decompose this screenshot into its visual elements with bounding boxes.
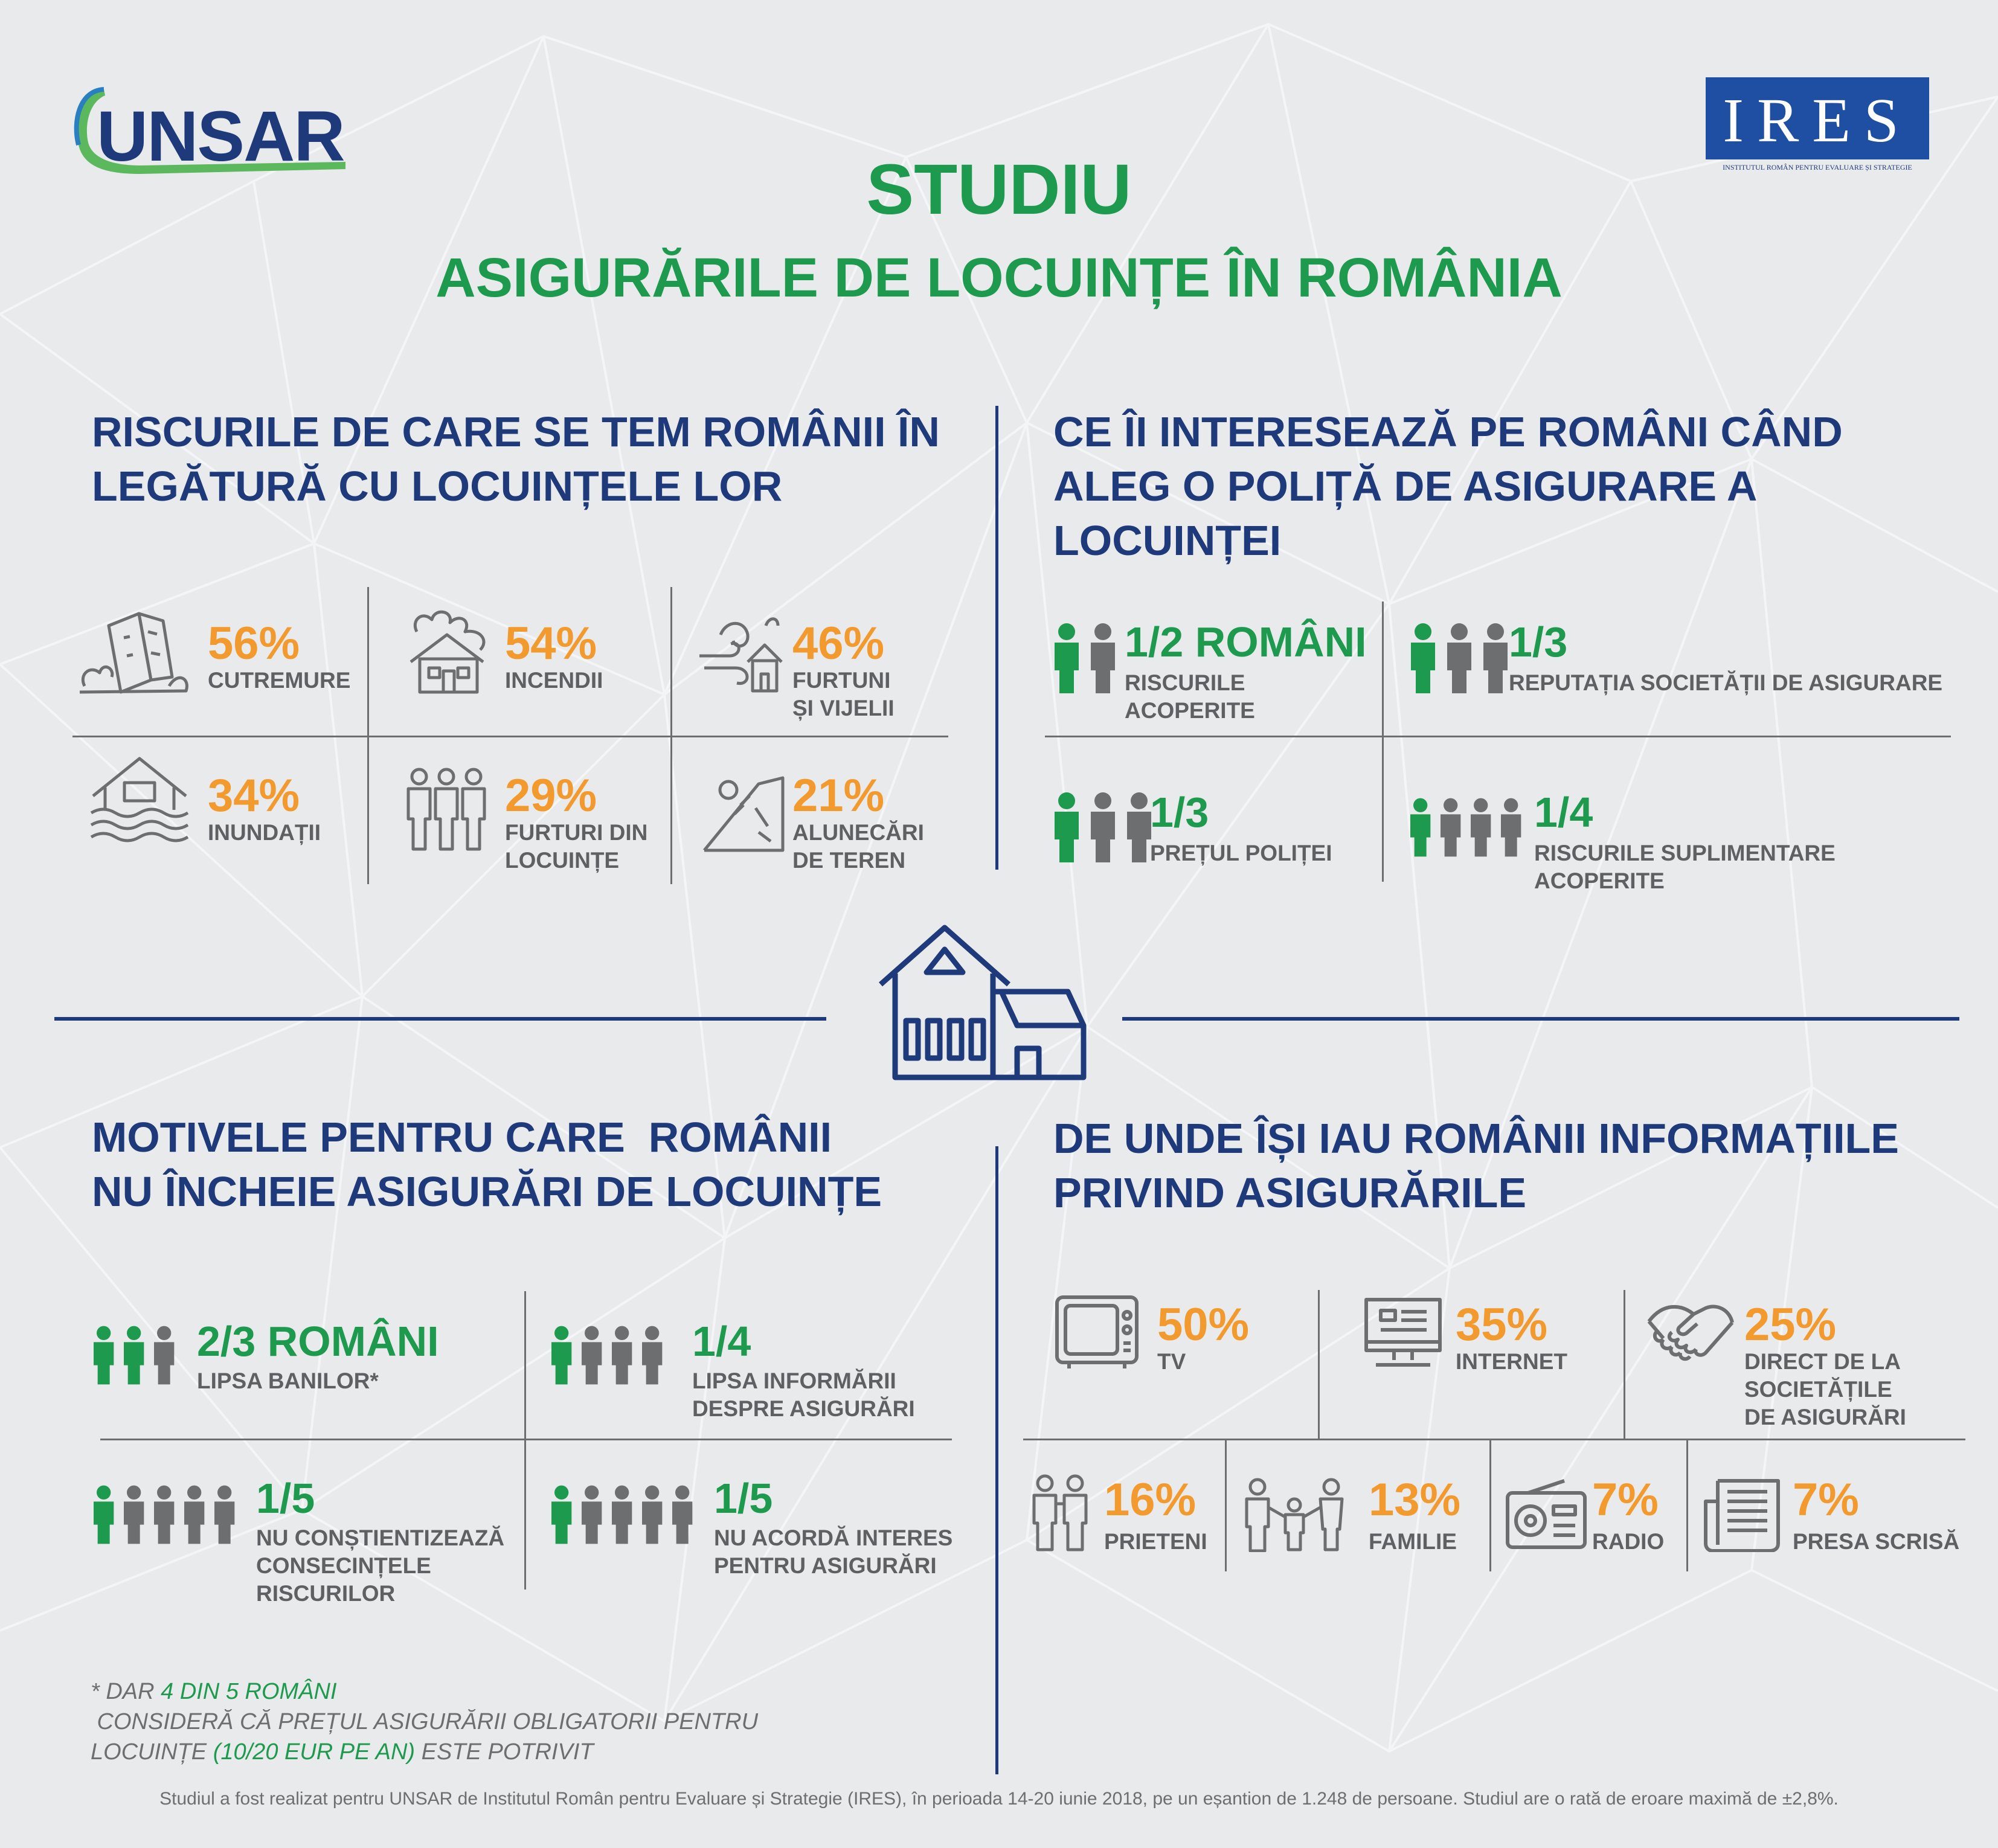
reason-item-interest [714, 1477, 980, 1580]
ires-logo-text: IRES [1723, 86, 1912, 155]
source-label: TV [1157, 1349, 1186, 1374]
risks-heading-line1: RISCURILE DE CARE SE TEM ROMÂNII ÎN [92, 408, 940, 455]
source-item-tv [1157, 1299, 1314, 1376]
source-pct: 50% [1157, 1299, 1250, 1350]
computer-icon [1364, 1297, 1442, 1372]
radio-icon [1504, 1477, 1588, 1552]
risk-label: INCENDII [505, 668, 603, 693]
sources-grid-vline-2 [1624, 1290, 1625, 1440]
reason-item-money [197, 1320, 511, 1395]
risk-pct: 21% [792, 770, 885, 821]
family-icon [1243, 1477, 1346, 1552]
risk-label-2: DE TEREN [792, 848, 906, 873]
people-icon-group [1407, 622, 1516, 695]
flood-icon [88, 752, 191, 843]
source-label: DIRECT DE LA [1744, 1349, 1901, 1374]
reason-label: NU ACORDĂ INTERES [714, 1526, 953, 1550]
sources-grid-hline [1023, 1439, 1965, 1440]
risk-item-theft [505, 770, 662, 874]
footnote-part6: ESTE POTRIVIT [415, 1739, 594, 1765]
risk-pct: 46% [792, 618, 885, 669]
risk-item-fire [505, 618, 662, 695]
newspaper-icon [1703, 1477, 1782, 1552]
reason-label-2: DESPRE ASIGURĂRI [692, 1396, 915, 1421]
source-label: INTERNET [1456, 1349, 1567, 1374]
fire-house-icon [405, 608, 495, 698]
sources-heading [1053, 1111, 1971, 1220]
footnote-part1: * DAR [91, 1679, 161, 1704]
interest-grid-vline [1382, 602, 1384, 882]
source-label-3: DE ASIGURĂRI [1744, 1405, 1906, 1429]
interest-label: REPUTAȚIA SOCIETĂȚII DE ASIGURARE [1509, 670, 1943, 695]
reasons-grid-hline [100, 1439, 952, 1440]
sources-heading-line2: PRIVIND ASIGURĂRILE [1053, 1169, 1527, 1216]
source-label: FAMILIE [1369, 1529, 1457, 1554]
people-icon-group [91, 1319, 181, 1391]
risks-heading [92, 405, 974, 513]
source-pct: 7% [1592, 1474, 1659, 1526]
risk-label: INUNDAȚII [208, 820, 321, 845]
reason-label: LIPSA INFORMĂRII [692, 1368, 896, 1393]
interest-fraction: 1/3 [1509, 618, 1568, 666]
unsar-logo-text: UNSAR [97, 97, 344, 176]
source-label: PRESA SCRISĂ [1793, 1529, 1960, 1554]
sources-grid-vline-1 [1318, 1290, 1320, 1440]
source-pct: 35% [1456, 1299, 1548, 1350]
reasons-heading-line1: MOTIVELE PENTRU CARE ROMÂNII [92, 1114, 832, 1161]
divider-bottom-vertical [995, 1146, 998, 1774]
house-icon [875, 924, 1088, 1081]
source-pct: 13% [1369, 1474, 1461, 1526]
footnote-part4: LOCUINȚE [91, 1739, 213, 1765]
interest-grid-hline [1045, 736, 1951, 737]
source-pct: 25% [1744, 1299, 1837, 1350]
interest-item-price [1150, 791, 1367, 867]
reason-fraction: 1/4 [692, 1318, 751, 1365]
reason-label-2: CONSECINȚELE [256, 1553, 431, 1578]
risk-item-earthquake [208, 618, 365, 695]
risk-pct: 56% [208, 618, 300, 669]
tv-icon [1055, 1295, 1139, 1370]
source-pct: 7% [1793, 1474, 1859, 1526]
footnote-part5: (10/20 EUR PE AN) [213, 1739, 416, 1765]
people-icon-group [1051, 791, 1160, 864]
risk-label: CUTREMURE [208, 668, 351, 693]
ires-logo-subtitle: INSTITUTUL ROMÂN PENTRU EVALUARE ȘI STRATEGIE [1723, 163, 1912, 172]
footer-note: Studiul a fost realizat pentru UNSAR de Institutul Român pentru Evaluare și Strategie (IRES), în perioada 14-20 iunie 2018, pe un eșantion de 1.248 de persoane. Studiul are o rată de eroare maximă de ±2,8%. [159, 1789, 1839, 1809]
footnote-part2: 4 DIN 5 ROMÂNI [161, 1679, 337, 1704]
reason-item-info [692, 1320, 958, 1423]
interest-label: RISCURILE SUPLIMENTARE ACOPERITE [1534, 841, 1836, 893]
interest-label: RISCURILE ACOPERITE [1125, 670, 1255, 723]
source-label: PRIETENI [1104, 1529, 1207, 1554]
sources-grid-vline-4 [1489, 1440, 1491, 1571]
risk-pct: 34% [208, 770, 300, 821]
risks-grid-hline [72, 736, 948, 737]
interest-label: PREȚUL POLIȚEI [1150, 841, 1332, 865]
risk-item-storm [792, 618, 949, 722]
source-item-internet [1456, 1299, 1613, 1376]
reason-label-3: RISCURILOR [256, 1581, 396, 1606]
risk-pct: 54% [505, 618, 597, 669]
reason-fraction: 1/5 [256, 1475, 315, 1522]
risk-label-2: ȘI VIJELII [792, 696, 895, 720]
interest-fraction: 1/4 [1534, 789, 1593, 836]
risks-heading-line2: LEGĂTURĂ CU LOCUINȚELE LOR [92, 463, 783, 510]
reason-label-2: PENTRU ASIGURĂRI [714, 1553, 937, 1578]
reasons-heading-line2: NU ÎNCHEIE ASIGURĂRI DE LOCUINȚE [92, 1168, 882, 1215]
source-item-press [1793, 1474, 1968, 1556]
friends-icon [1027, 1474, 1093, 1552]
people-icon-group [548, 1478, 699, 1551]
source-label-2: SOCIETĂȚILE [1744, 1377, 1892, 1402]
footnote [91, 1676, 966, 1767]
source-item-direct [1744, 1299, 1962, 1431]
source-item-family [1369, 1474, 1489, 1556]
thieves-icon [401, 763, 492, 854]
sources-grid-vline-5 [1686, 1440, 1688, 1571]
risk-label: FURTUNI [792, 668, 891, 693]
reasons-heading [92, 1110, 974, 1219]
interest-heading-line2: ALEG O POLIȚĂ DE ASIGURARE A [1053, 463, 1758, 510]
reason-fraction: 2/3 ROMÂNI [197, 1318, 439, 1365]
source-item-radio [1592, 1474, 1683, 1556]
source-label: RADIO [1592, 1529, 1665, 1554]
source-pct: 16% [1104, 1474, 1197, 1526]
sources-heading-line1: DE UNDE ÎȘI IAU ROMÂNII INFORMAȚIILE [1053, 1115, 1899, 1162]
reason-item-consequences [256, 1477, 522, 1608]
sources-grid-vline-3 [1225, 1440, 1227, 1571]
risk-pct: 29% [505, 770, 597, 821]
interest-item-reputation [1509, 618, 1968, 697]
interest-item-extra-risks [1534, 791, 1969, 895]
landslide-icon [698, 766, 789, 856]
interest-heading [1053, 405, 1959, 568]
reasons-grid-vline [524, 1291, 526, 1590]
footnote-part3: CONSIDERĂ CĂ PREȚUL ASIGURĂRII OBLIGATORII PENTRU [91, 1709, 759, 1734]
people-icon-group [1051, 622, 1123, 695]
interest-heading-line1: CE ÎI INTERESEAZĂ PE ROMÂNI CÂND [1053, 408, 1843, 455]
people-icon-group [91, 1478, 242, 1551]
interest-item-risks [1125, 618, 1378, 725]
interest-fraction: 1/2 ROMÂNI [1125, 618, 1367, 666]
risk-item-landslide [792, 770, 949, 874]
earthquake-icon [72, 608, 193, 698]
storm-icon [693, 608, 784, 698]
reason-label: LIPSA BANILOR* [197, 1368, 379, 1393]
handshake-icon [1645, 1296, 1736, 1368]
risk-item-flood [208, 770, 365, 847]
source-item-friends [1104, 1474, 1225, 1556]
people-icon-group [548, 1319, 669, 1391]
risk-label: FURTURI DIN [505, 820, 648, 845]
divider-right-horizontal [1122, 1017, 1959, 1021]
risk-label-2: LOCUINȚE [505, 848, 620, 873]
risk-label: ALUNECĂRI [792, 820, 924, 845]
people-icon-group [1407, 791, 1528, 864]
divider-top-vertical [995, 406, 998, 870]
interest-heading-line3: LOCUINȚEI [1053, 517, 1282, 564]
reason-label: NU CONȘTIENTIZEAZĂ [256, 1526, 505, 1550]
reason-fraction: 1/5 [714, 1475, 773, 1522]
interest-fraction: 1/3 [1150, 789, 1209, 836]
divider-left-horizontal [54, 1017, 826, 1021]
page-subtitle: ASIGURĂRILE DE LOCUINȚE ÎN ROMÂNIA [435, 247, 1563, 309]
page-title: STUDIU [866, 150, 1132, 229]
